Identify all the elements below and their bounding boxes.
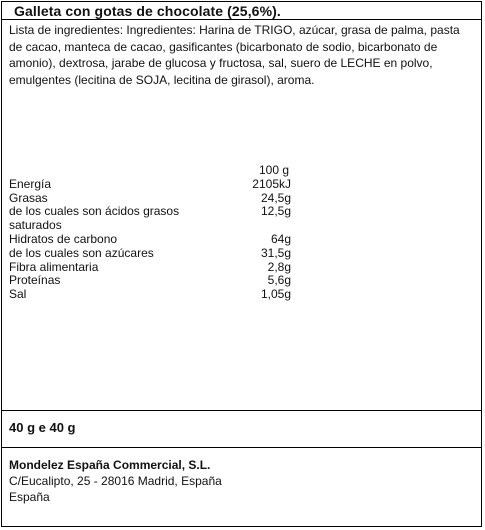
nutrition-row-fibra — [9, 261, 309, 275]
nutrition-header-row — [9, 164, 309, 178]
nutrition-label: Grasas — [9, 190, 48, 205]
nutrition-label: Proteínas — [9, 273, 61, 288]
company-name: Mondelez España Commercial, S.L. — [9, 458, 211, 472]
nutrition-value: 5,6g — [267, 273, 291, 288]
company-address: C/Eucalipto, 25 - 28016 Madrid, España — [9, 474, 222, 488]
company-info — [9, 457, 222, 505]
nutrition-value: 24,5g — [260, 190, 291, 205]
nutrition-label: Hidratos de carbono — [9, 231, 118, 246]
nutrition-value: 2105kJ — [252, 176, 291, 191]
title-divider — [1, 19, 482, 20]
nutrition-value: 1,05g — [260, 287, 291, 302]
nutrition-row-energia — [9, 178, 309, 192]
nutrition-label: de los cuales son azúcares — [9, 245, 154, 260]
nutrition-row-proteinas — [9, 274, 309, 288]
nutrition-label: Fibra alimentaria — [9, 259, 99, 274]
nutrition-label: de los cuales son ácidos grasos saturados — [9, 204, 180, 233]
nutrition-row-grasas — [9, 192, 309, 206]
nutrition-header: 100 g — [258, 163, 289, 177]
weight-divider — [1, 410, 482, 411]
nutrition-row-azucares — [9, 247, 309, 261]
nutrition-row-sal — [9, 288, 309, 302]
nutrition-label: Energía — [9, 176, 52, 191]
nutrition-label: Sal — [9, 287, 27, 302]
net-weight: 40 g e 40 g — [9, 420, 76, 435]
nutrition-value: 31,5g — [260, 245, 291, 260]
nutrition-value: 2,8g — [267, 259, 291, 274]
nutrition-row-saturados — [9, 205, 309, 233]
ingredients-list: Lista de ingredientes: Ingredientes: Harina de TRIGO, azúcar, grasa de palma, pasta de cacao, manteca de cacao, gasificantes (bicarbonato de sodio, bicarbonato de amonio), dextrosa, jarabe de glucosa y fructosa, sal, suero de LECHE en polvo, emulgentes (lecitina de SOJA, lecitina de girasol), aroma. — [9, 23, 460, 87]
nutrition-table — [9, 164, 309, 302]
company-country: España — [9, 490, 50, 504]
nutrition-value: 64g — [270, 231, 291, 246]
nutrition-value: 12,5g — [260, 204, 291, 219]
company-divider — [1, 447, 482, 448]
nutrition-row-hidratos — [9, 233, 309, 247]
product-title: Galleta con gotas de chocolate (25,6%). — [14, 3, 281, 19]
